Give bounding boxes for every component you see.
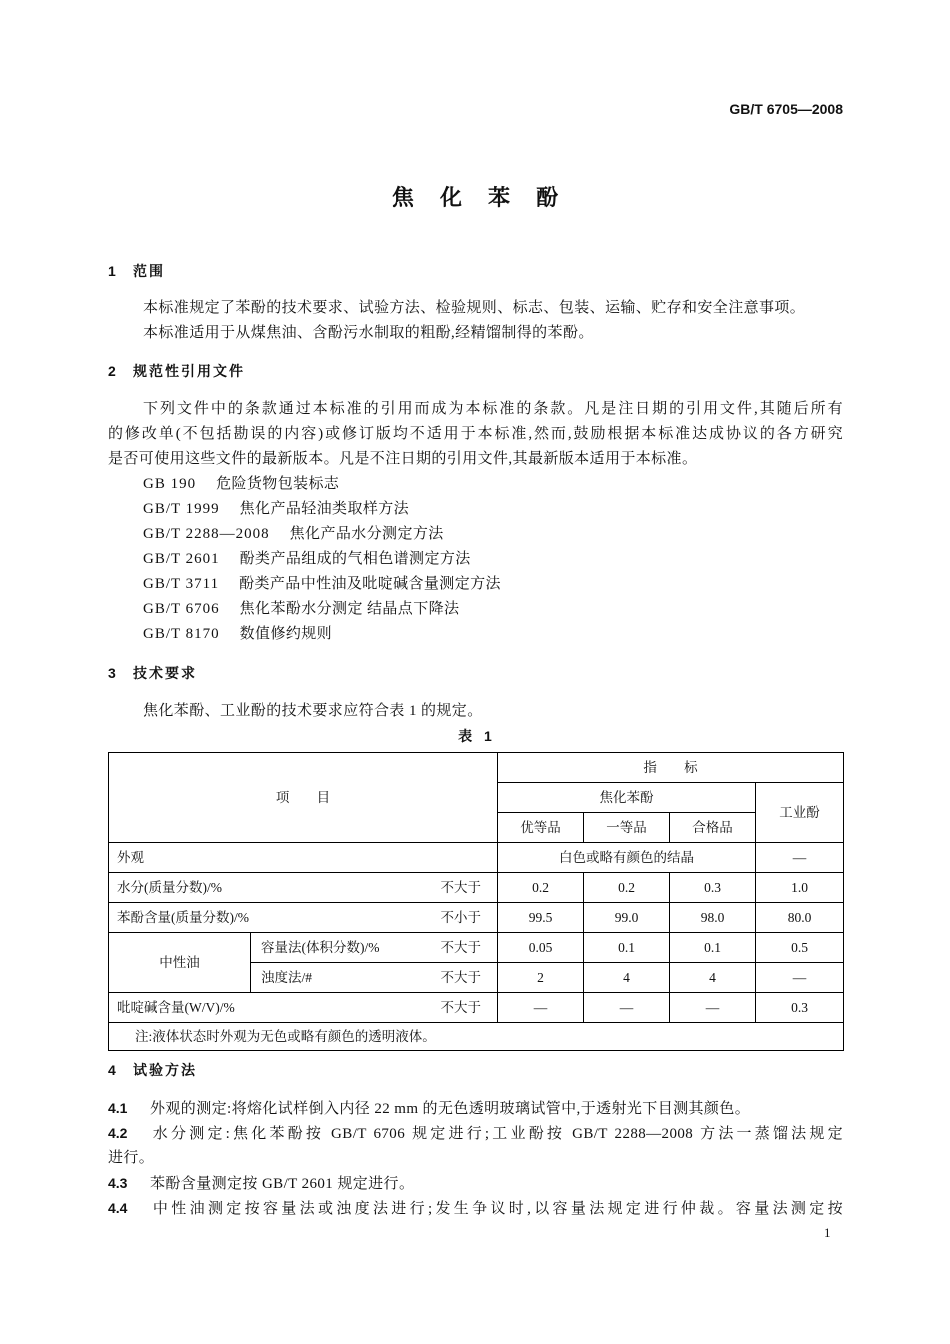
reference-title: 焦化苯酚水分测定 结晶点下降法 <box>239 601 460 617</box>
table-row <box>109 903 844 933</box>
page-number: 1 <box>824 1225 831 1240</box>
reference-title: 焦化产品轻油类取样方法 <box>239 501 410 517</box>
reference-item <box>143 497 409 522</box>
clause-text: 水分测定:焦化苯酚按 GB/T 6706 规定进行;工业酚按 GB/T 2288—2008 方法一蒸馏法规定 <box>150 1126 843 1142</box>
clause-4-2-continuation: 进行。 <box>108 1150 155 1166</box>
section-2-heading <box>108 359 245 384</box>
clause-number: 4.3 <box>108 1175 128 1191</box>
section-title: 规范性引用文件 <box>133 363 245 379</box>
references-paragraph-line: 下列文件中的条款通过本标准的引用而成为本标准的条款。凡是注日期的引用文件,其随后所有 <box>143 401 843 417</box>
clause-4-1 <box>108 1096 750 1121</box>
clause-text: 中性油测定按容量法或浊度法进行;发生争议时,以容量法规定进行仲裁。容量法测定按 <box>150 1201 843 1217</box>
section-title: 技术要求 <box>133 665 197 681</box>
clause-4-3 <box>108 1171 414 1196</box>
table-cell: — <box>756 843 844 873</box>
clause-number: 4.2 <box>108 1125 128 1141</box>
table-row <box>109 873 844 903</box>
table-cell: 0.2 <box>584 873 670 903</box>
reference-item <box>143 472 339 497</box>
table-cell: 0.3 <box>670 873 756 903</box>
table-cell: 99.0 <box>584 903 670 933</box>
row-limit: 不大于 <box>440 879 481 895</box>
row-label-cell <box>109 993 498 1023</box>
table-cell: 0.1 <box>584 933 670 963</box>
row-label: 外观 <box>109 843 498 873</box>
table-cell: 99.5 <box>498 903 584 933</box>
row-label: 浊度法/# <box>261 969 313 985</box>
reference-title: 酚类产品组成的气相色谱测定方法 <box>239 551 471 567</box>
reference-code: GB/T 1999 <box>143 501 220 517</box>
row-limit: 不小于 <box>440 909 481 925</box>
table-cell: — <box>756 963 844 993</box>
reference-title: 焦化产品水分测定方法 <box>289 526 444 542</box>
table-caption: 表 1 <box>458 728 496 744</box>
reference-code: GB/T 2288—2008 <box>143 526 270 542</box>
reference-item <box>143 547 471 572</box>
section-number: 3 <box>108 665 116 681</box>
header-grade: 合格品 <box>670 813 756 843</box>
row-limit: 不大于 <box>440 939 481 955</box>
clause-text: 外观的测定:将熔化试样倒入内径 22 mm 的无色透明玻璃试管中,于透射光下目测其颜色。 <box>150 1101 751 1117</box>
reference-title: 酚类产品中性油及吡啶碱含量测定方法 <box>239 576 501 592</box>
table-cell: — <box>584 993 670 1023</box>
table-cell: 98.0 <box>670 903 756 933</box>
reference-item <box>143 597 459 622</box>
row-label: 水分(质量分数)/% <box>117 879 222 895</box>
references-paragraph-line: 是否可使用这些文件的最新版本。凡是不注日期的引用文件,其最新版本适用于本标准。 <box>108 451 698 467</box>
section-number: 4 <box>108 1062 116 1078</box>
row-limit: 不大于 <box>440 969 481 985</box>
clause-4-2 <box>108 1121 843 1146</box>
table-row <box>109 993 844 1023</box>
header-indicator-cell <box>498 753 844 783</box>
row-label: 容量法(体积分数)/% <box>261 939 380 955</box>
reference-item <box>143 622 332 647</box>
section-4-heading <box>108 1058 197 1083</box>
table-cell: 4 <box>584 963 670 993</box>
clause-number: 4.4 <box>108 1200 128 1216</box>
table-cell: 4 <box>670 963 756 993</box>
table-cell: — <box>670 993 756 1023</box>
table-cell: 0.3 <box>756 993 844 1023</box>
standard-code-header: GB/T 6705—2008 <box>729 101 843 117</box>
row-label: 吡啶碱含量(W/V)/% <box>117 999 235 1015</box>
reference-code: GB/T 3711 <box>143 576 220 592</box>
section-1-heading <box>108 259 165 284</box>
reference-title: 危险货物包装标志 <box>216 476 340 492</box>
row-label-cell <box>251 933 498 963</box>
clause-number: 4.1 <box>108 1100 128 1116</box>
requirements-paragraph: 焦化苯酚、工业酚的技术要求应符合表 1 的规定。 <box>143 703 483 719</box>
document-title: 焦 化 苯 酚 <box>391 185 569 210</box>
references-paragraph-line: 的修改单(不包括勘误的内容)或修订版均不适用于本标准,然而,鼓励根据本标准达成协议的各方研究 <box>108 426 843 442</box>
header-coking-phenol: 焦化苯酚 <box>498 783 756 813</box>
table-cell: 0.5 <box>756 933 844 963</box>
reference-item <box>143 522 444 547</box>
scope-paragraph-1: 本标准规定了苯酚的技术要求、试验方法、检验规则、标志、包装、运输、贮存和安全注意事项。 <box>143 300 806 316</box>
neutral-oil-label: 中性油 <box>109 933 251 993</box>
reference-title: 数值修约规则 <box>239 626 333 642</box>
table-note: 注:液体状态时外观为无色或略有颜色的透明液体。 <box>109 1023 844 1051</box>
header-grade: 优等品 <box>498 813 584 843</box>
reference-code: GB 190 <box>143 476 197 492</box>
table-row <box>109 933 844 963</box>
table-cell: 1.0 <box>756 873 844 903</box>
table-cell: 2 <box>498 963 584 993</box>
scope-paragraph-2: 本标准适用于从煤焦油、含酚污水制取的粗酚,经精馏制得的苯酚。 <box>143 325 594 341</box>
header-grade: 一等品 <box>584 813 670 843</box>
header-indicator: 指 标 <box>643 759 710 775</box>
row-limit: 不大于 <box>440 999 481 1015</box>
header-item: 项 目 <box>275 789 343 805</box>
table-cell: 0.2 <box>498 873 584 903</box>
reference-code: GB/T 6706 <box>143 601 220 617</box>
row-label-cell <box>251 963 498 993</box>
header-industrial-phenol: 工业酚 <box>756 783 844 843</box>
section-number: 2 <box>108 363 116 379</box>
table-cell: 80.0 <box>756 903 844 933</box>
section-title: 范围 <box>133 263 165 279</box>
row-label-cell <box>109 873 498 903</box>
clause-4-4 <box>108 1196 843 1221</box>
table-note-row <box>109 1023 844 1051</box>
row-label: 苯酚含量(质量分数)/% <box>117 909 249 925</box>
table-row <box>109 843 844 873</box>
table-cell: 白色或略有颜色的结晶 <box>498 843 756 873</box>
table-cell: 0.1 <box>670 933 756 963</box>
table-cell: — <box>498 993 584 1023</box>
section-3-heading <box>108 661 197 686</box>
header-item-cell <box>109 753 498 843</box>
section-number: 1 <box>108 263 116 279</box>
reference-code: GB/T 8170 <box>143 626 220 642</box>
clause-text: 苯酚含量测定按 GB/T 2601 规定进行。 <box>150 1176 415 1192</box>
section-title: 试验方法 <box>133 1062 197 1078</box>
table-cell: 0.05 <box>498 933 584 963</box>
reference-code: GB/T 2601 <box>143 551 220 567</box>
row-label-cell <box>109 903 498 933</box>
specification-table <box>108 752 844 1051</box>
reference-item <box>143 572 501 597</box>
